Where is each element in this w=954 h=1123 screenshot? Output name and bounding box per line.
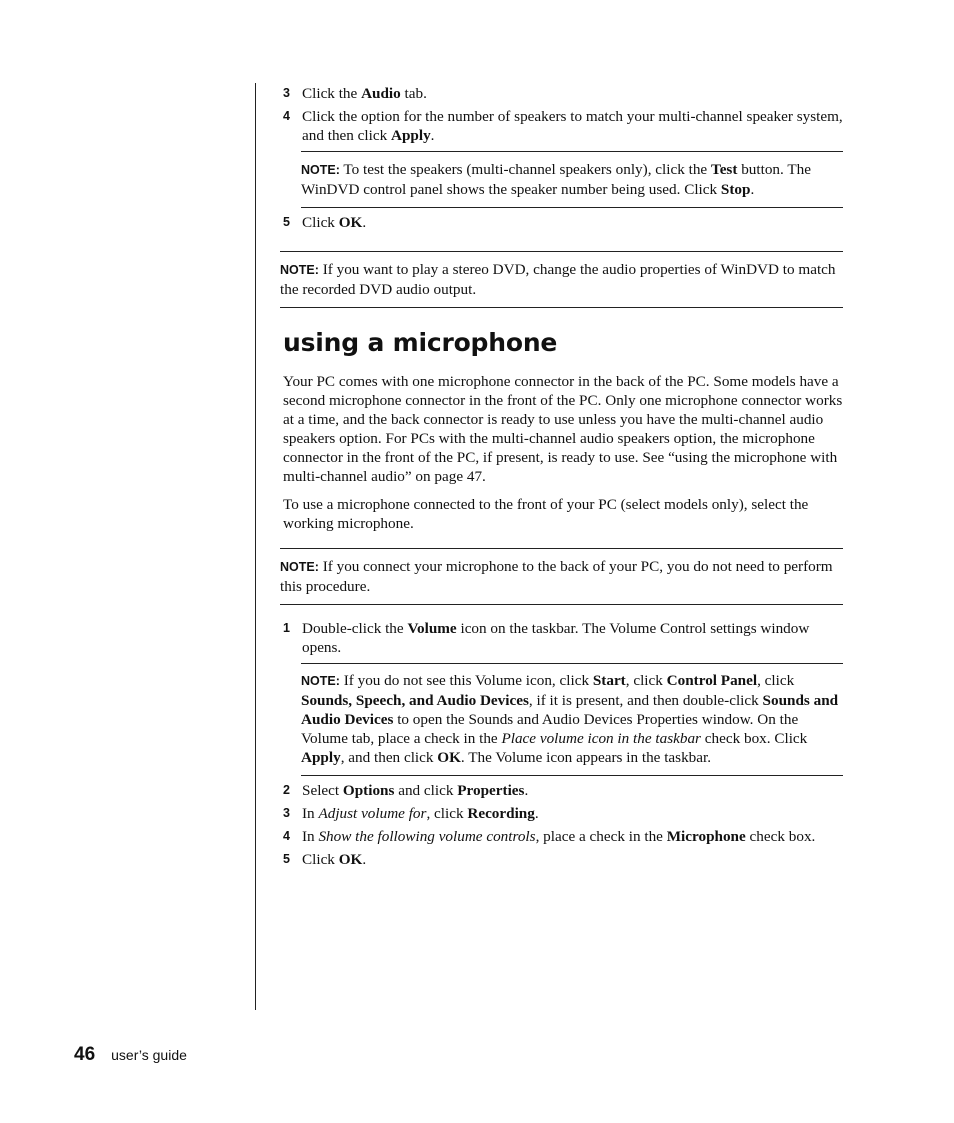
text: . xyxy=(362,851,367,868)
step-number: 5 xyxy=(283,215,290,229)
step-text xyxy=(302,213,843,232)
bold-text: Recording xyxy=(467,805,535,822)
step-3-recording xyxy=(283,804,843,823)
text: tab. xyxy=(400,85,427,102)
text: If you want to play a stereo DVD, change the audio properties of WinDVD to match the recorded DVD audio output. xyxy=(280,261,836,298)
text: , and then click xyxy=(340,749,438,766)
text: . The Volume icon appears in the taskbar. xyxy=(460,749,712,766)
bold-text: Properties xyxy=(457,782,525,799)
italic-text: Show the following volume controls xyxy=(318,828,536,845)
note-volume-icon xyxy=(301,663,843,776)
step-2-options xyxy=(283,781,843,800)
text: If you connect your microphone to the back of your PC, you do not need to perform this procedure. xyxy=(280,558,833,595)
page-footer xyxy=(74,1044,187,1066)
text: In xyxy=(302,828,319,845)
italic-text: Adjust volume for xyxy=(318,805,427,822)
note-text xyxy=(280,557,843,596)
bold-text: Volume xyxy=(407,620,457,637)
step-text xyxy=(302,850,843,869)
text: Click the xyxy=(302,85,362,102)
step-number: 1 xyxy=(283,621,290,635)
step-number: 5 xyxy=(283,852,290,866)
step-4-speakers xyxy=(283,107,843,145)
text: . xyxy=(534,805,539,822)
text: check box. Click xyxy=(700,730,808,747)
step-text xyxy=(302,804,843,823)
footer-title: user’s guide xyxy=(111,1047,187,1063)
step-text xyxy=(302,84,843,103)
bold-text: OK xyxy=(437,749,461,766)
bold-text: Sounds and Audio Devices xyxy=(301,692,839,728)
step-text xyxy=(302,107,843,145)
note-label: NOTE: xyxy=(301,674,340,688)
text: Double-click the xyxy=(302,620,408,637)
bold-text: OK xyxy=(338,851,363,868)
step-4-microphone xyxy=(283,827,843,846)
text: , if it is present, and then double-click xyxy=(528,692,763,709)
text: Select xyxy=(302,782,343,799)
bold-text: Sounds, Speech, and Audio Devices xyxy=(301,692,529,709)
step-5-ok xyxy=(283,213,843,232)
text: and click xyxy=(394,782,458,799)
note-label: NOTE: xyxy=(280,263,319,277)
text: , click xyxy=(757,672,795,689)
bold-text: Microphone xyxy=(666,828,746,845)
text: Click xyxy=(302,214,339,231)
text: Click the option for the number of speakers to match your multi-channel speaker system, and then click xyxy=(302,108,843,144)
body-paragraph: Your PC comes with one microphone connector in the back of the PC. Some models have a second microphone connector in the front of the PC. Only one microphone connector works at a time, and the back connector is ready to use unless you have the multi-channel audio speakers option. For PCs with the multi-channel audio speakers option, the microphone connector in the front of the PC, if present, is ready to use. See “using the microphone with multi-channel audio” on page 47. xyxy=(283,373,843,485)
text: . xyxy=(750,181,755,198)
step-number: 3 xyxy=(283,86,290,100)
step-text xyxy=(302,827,843,846)
page-number: 46 xyxy=(74,1044,96,1065)
text: check box. xyxy=(745,828,816,845)
note-label: NOTE: xyxy=(280,560,319,574)
step-number: 4 xyxy=(283,109,290,123)
step-3-audio-tab xyxy=(283,84,843,103)
italic-text: Place volume icon in the taskbar xyxy=(501,730,701,747)
step-number: 2 xyxy=(283,783,290,797)
note-back-connector xyxy=(280,548,843,605)
bold-text: Test xyxy=(710,161,738,178)
bold-text: Options xyxy=(342,782,395,799)
note-stereo-dvd xyxy=(280,251,843,308)
note-label: NOTE: xyxy=(301,163,340,177)
text: to open the Sounds and Audio Devices Properties window. On the Volume tab, place a check in the xyxy=(301,711,799,747)
text: If you do not see this Volume icon, click xyxy=(339,672,593,689)
text: In xyxy=(302,805,319,822)
note-text xyxy=(301,160,843,199)
step-number: 3 xyxy=(283,806,290,820)
step-text xyxy=(302,781,843,800)
note-test-speakers xyxy=(301,151,843,208)
text: , click xyxy=(426,805,468,822)
step-1-volume xyxy=(283,619,843,657)
bold-text: Control Panel xyxy=(666,672,758,689)
section-heading: using a microphone xyxy=(283,328,558,357)
text: . xyxy=(430,127,435,144)
bold-text: Audio xyxy=(361,85,401,102)
text: Click xyxy=(302,851,339,868)
text: icon on the taskbar. The Volume Control settings window opens. xyxy=(302,620,810,656)
note-text xyxy=(280,260,843,299)
text: . xyxy=(362,214,367,231)
bold-text: Apply xyxy=(390,127,431,144)
text: . xyxy=(524,782,529,799)
text: , click xyxy=(625,672,667,689)
text: , place a check in the xyxy=(535,828,667,845)
step-text xyxy=(302,619,843,657)
step-number: 4 xyxy=(283,829,290,843)
margin-rule xyxy=(255,83,256,1010)
text: button. The WinDVD control panel shows the speaker number being used. Click xyxy=(301,161,811,198)
bold-text: Start xyxy=(592,672,626,689)
body-paragraph: To use a microphone connected to the front of your PC (select models only), select the working microphone. xyxy=(283,496,809,532)
bold-text: OK xyxy=(338,214,363,231)
bold-text: Apply xyxy=(301,749,341,766)
page-content xyxy=(280,84,843,873)
text: To test the speakers (multi-channel speakers only), click the xyxy=(339,161,711,178)
bold-text: Stop xyxy=(720,181,751,198)
step-5-ok-final xyxy=(283,850,843,869)
note-text xyxy=(301,671,843,767)
